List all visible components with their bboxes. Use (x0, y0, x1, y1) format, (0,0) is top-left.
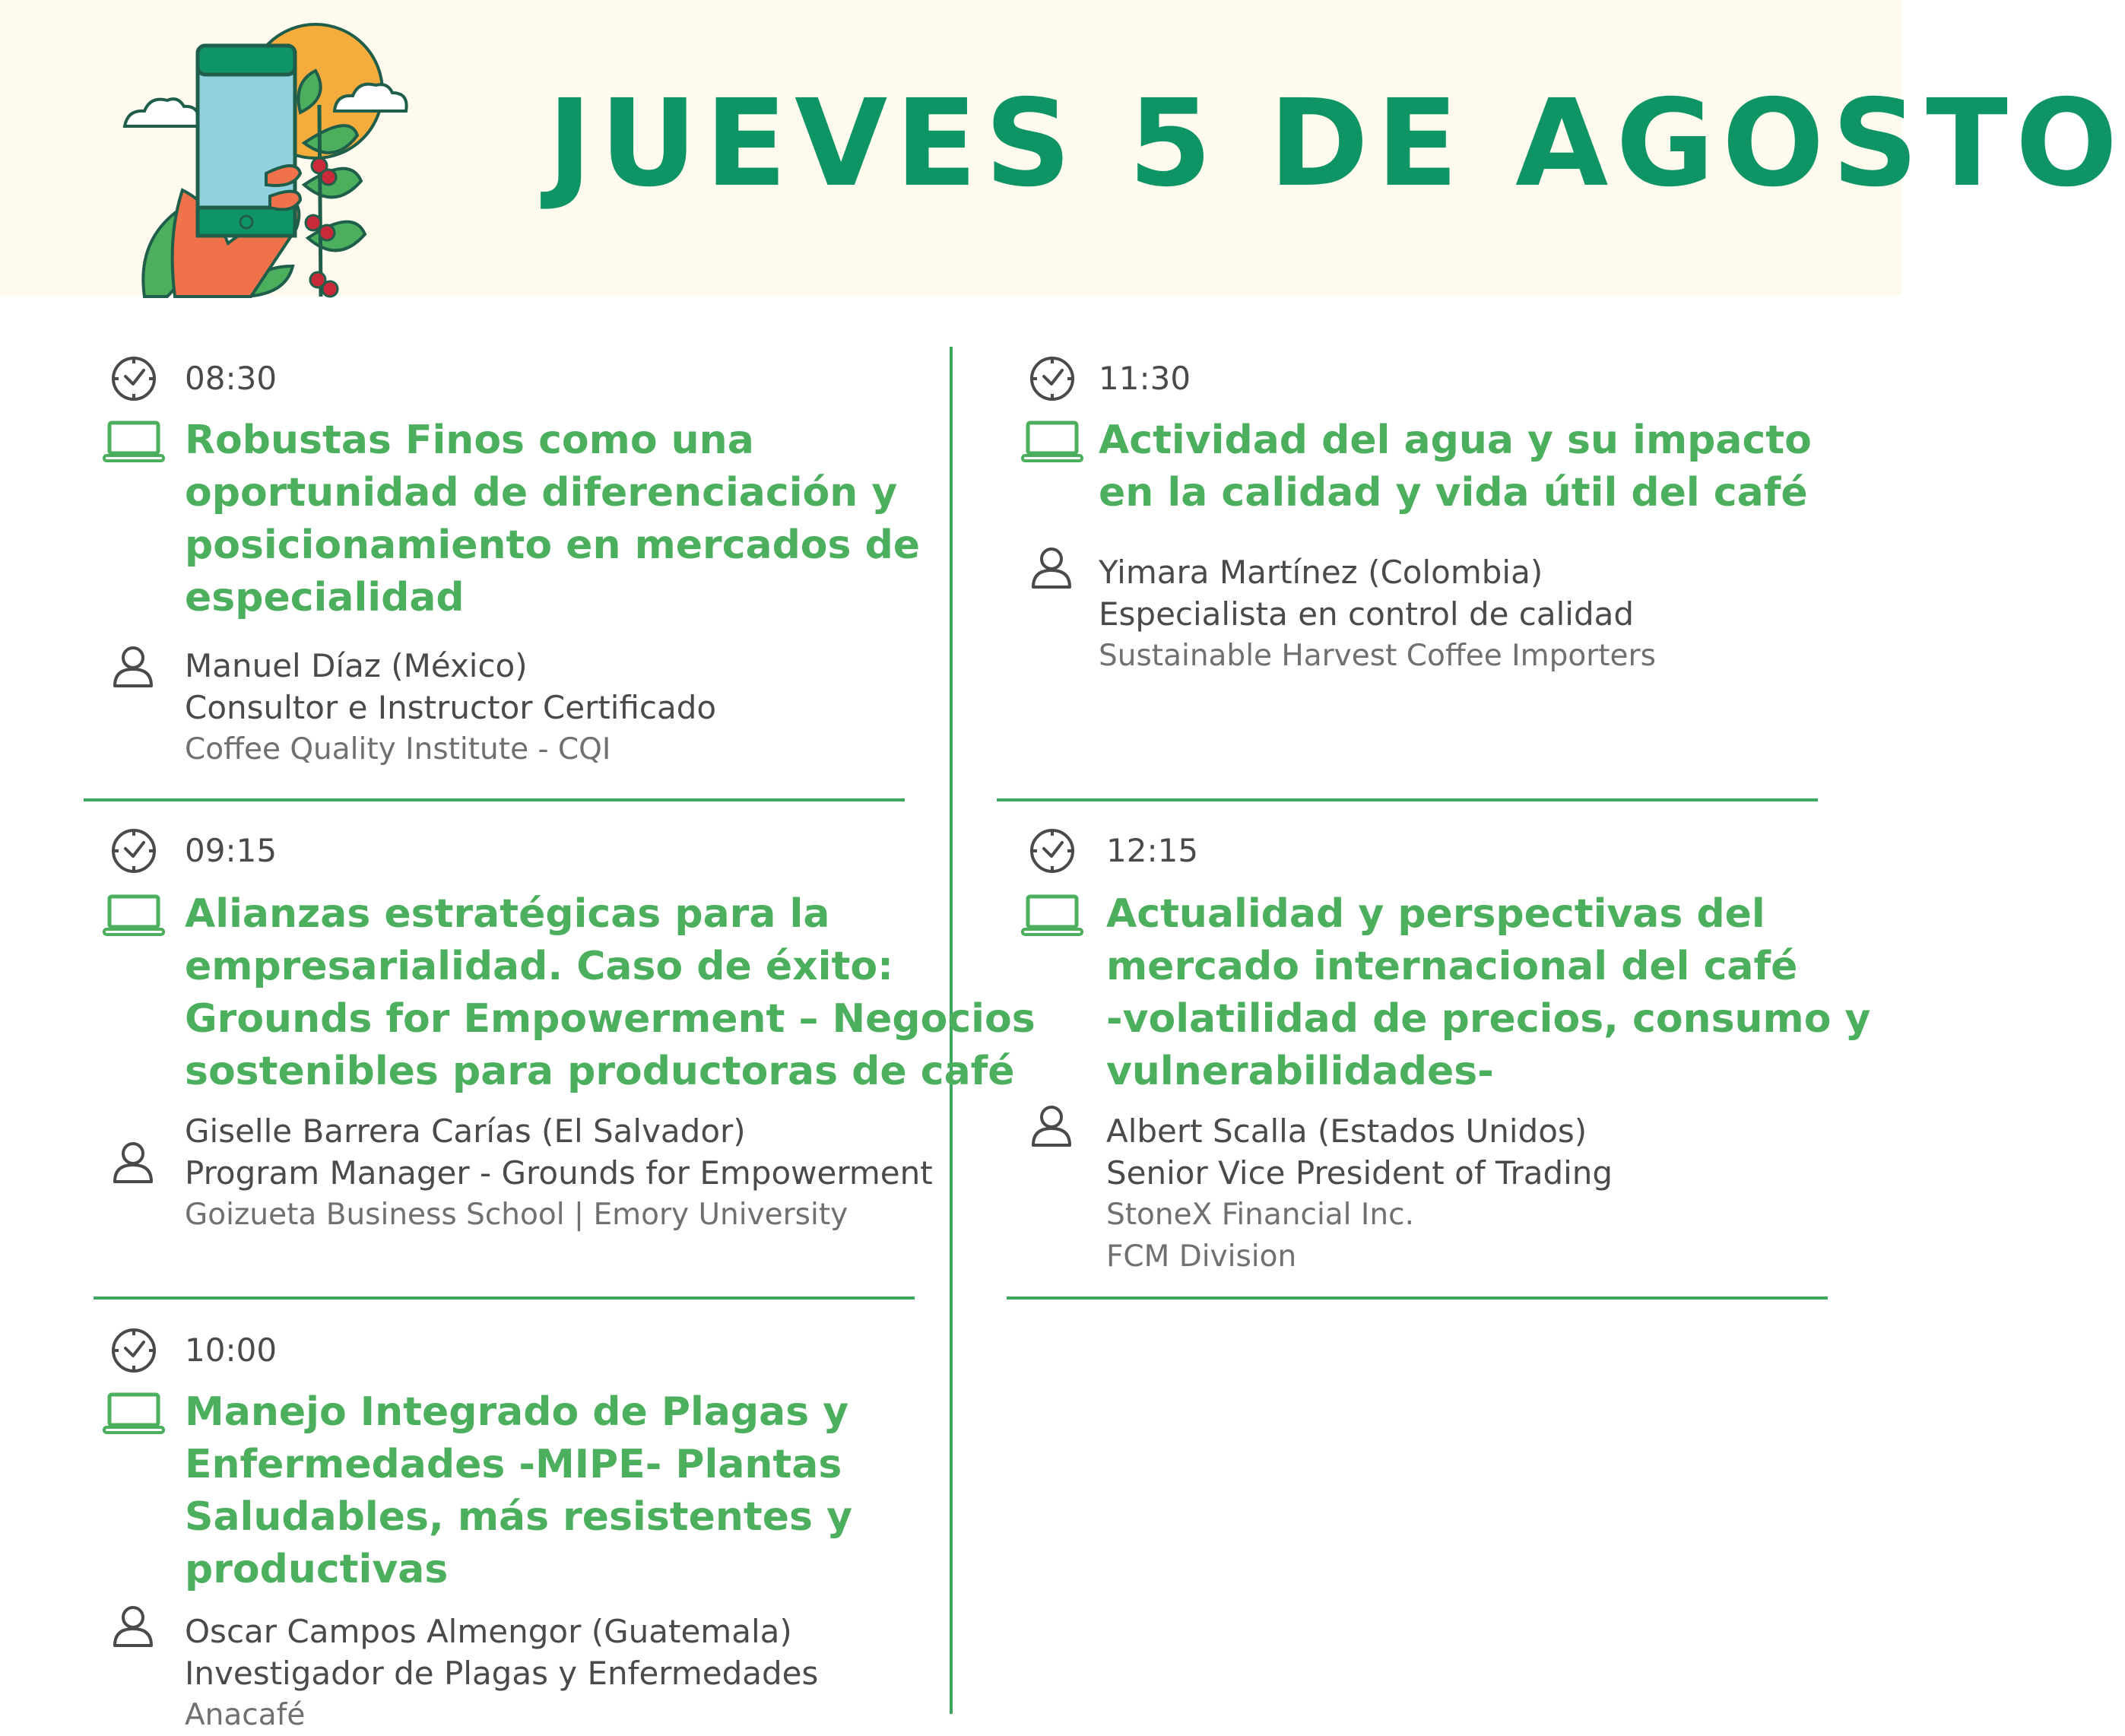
session-title-line: mercado internacional del café (1106, 944, 1798, 989)
session-divider (84, 798, 905, 801)
session-title (185, 1386, 852, 1596)
session-title-line: Manejo Integrado de Plagas y (185, 1389, 849, 1435)
speaker-organization: Sustainable Harvest Coffee Importers (1099, 639, 1656, 673)
speaker-name: Giselle Barrera Carías (El Salvador) (185, 1112, 746, 1150)
session-title-line: Actividad del agua y su impacto (1099, 417, 1812, 463)
session-time: 10:00 (185, 1331, 278, 1369)
session-divider (997, 798, 1818, 801)
speaker-info (185, 1110, 933, 1236)
session-time: 08:30 (185, 360, 278, 397)
session-title-line: vulnerabilidades- (1106, 1049, 1494, 1094)
session-title-line: oportunidad de diferenciación y (185, 470, 898, 516)
speaker-name: Oscar Campos Almengor (Guatemala) (185, 1613, 792, 1650)
speaker-info (1099, 551, 1656, 677)
speaker-organization: FCM Division (1106, 1239, 1297, 1274)
speaker-role: Investigador de Plagas y Enfermedades (185, 1655, 819, 1692)
speaker-organization: StoneX Financial Inc. (1106, 1198, 1414, 1232)
speaker-role: Program Manager - Grounds for Empowerment (185, 1154, 933, 1192)
session-divider (94, 1296, 915, 1300)
session-time: 12:15 (1106, 832, 1199, 869)
speaker-name: Manuel Díaz (México) (185, 647, 528, 684)
session-title-line: en la calidad y vida útil del café (1099, 470, 1808, 516)
session-title-line: Grounds for Empowerment – Negocios (185, 996, 1036, 1042)
laptop-icon (1021, 894, 1083, 937)
session-title-line: posicionamiento en mercados de (185, 522, 921, 568)
session-title (1099, 414, 1812, 519)
speaker-role: Consultor e Instructor Certificado (185, 689, 717, 726)
person-icon (112, 1604, 154, 1647)
session-title-line: -volatilidad de precios, consumo y (1106, 996, 1871, 1042)
session-title-line: Robustas Finos como una (185, 417, 754, 463)
person-icon (112, 1141, 154, 1183)
speaker-name: Yimara Martínez (Colombia) (1099, 554, 1543, 591)
header-banner (0, 0, 2125, 296)
speaker-info (185, 645, 716, 770)
person-icon (1030, 546, 1073, 589)
laptop-icon (1021, 421, 1083, 463)
session-time: 09:15 (185, 832, 278, 869)
clock-icon (1029, 355, 1076, 402)
clock-icon (110, 1327, 157, 1374)
speaker-organization: Goizueta Business School | Emory University (185, 1198, 848, 1232)
speaker-organization: Coffee Quality Institute - CQI (185, 732, 611, 766)
speaker-name: Albert Scalla (Estados Unidos) (1106, 1112, 1587, 1150)
session-title-line: Enfermedades -MIPE- Plantas (185, 1442, 842, 1487)
session-title-line: Actualidad y perspectivas del (1106, 891, 1765, 937)
speaker-role: Especialista en control de calidad (1099, 595, 1635, 633)
laptop-icon (103, 1392, 165, 1435)
clock-icon (110, 355, 157, 402)
session-title (185, 888, 1036, 1098)
speaker-info (185, 1611, 818, 1736)
person-icon (112, 645, 154, 687)
session-title-line: sostenibles para productoras de café (185, 1049, 1015, 1094)
session-title-line: Alianzas estratégicas para la (185, 891, 830, 937)
phone-coffee-plant-illustration (114, 21, 426, 297)
session-title-line: productivas (185, 1547, 449, 1592)
laptop-icon (103, 421, 165, 463)
session-title-line: empresarialidad. Caso de éxito: (185, 944, 893, 989)
page-title: JUEVES 5 DE AGOSTO (547, 74, 2125, 214)
session-title (1106, 888, 1870, 1098)
clock-icon (110, 827, 157, 874)
session-title-line: especialidad (185, 575, 465, 620)
clock-icon (1029, 827, 1076, 874)
session-title (185, 414, 920, 624)
speaker-role: Senior Vice President of Trading (1106, 1154, 1613, 1192)
session-time: 11:30 (1099, 360, 1191, 397)
session-divider (1007, 1296, 1828, 1300)
session-title-line: Saludables, más resistentes y (185, 1494, 853, 1540)
speaker-organization: Anacafé (185, 1698, 306, 1732)
laptop-icon (103, 894, 165, 937)
person-icon (1030, 1104, 1073, 1147)
speaker-info (1106, 1110, 1613, 1277)
